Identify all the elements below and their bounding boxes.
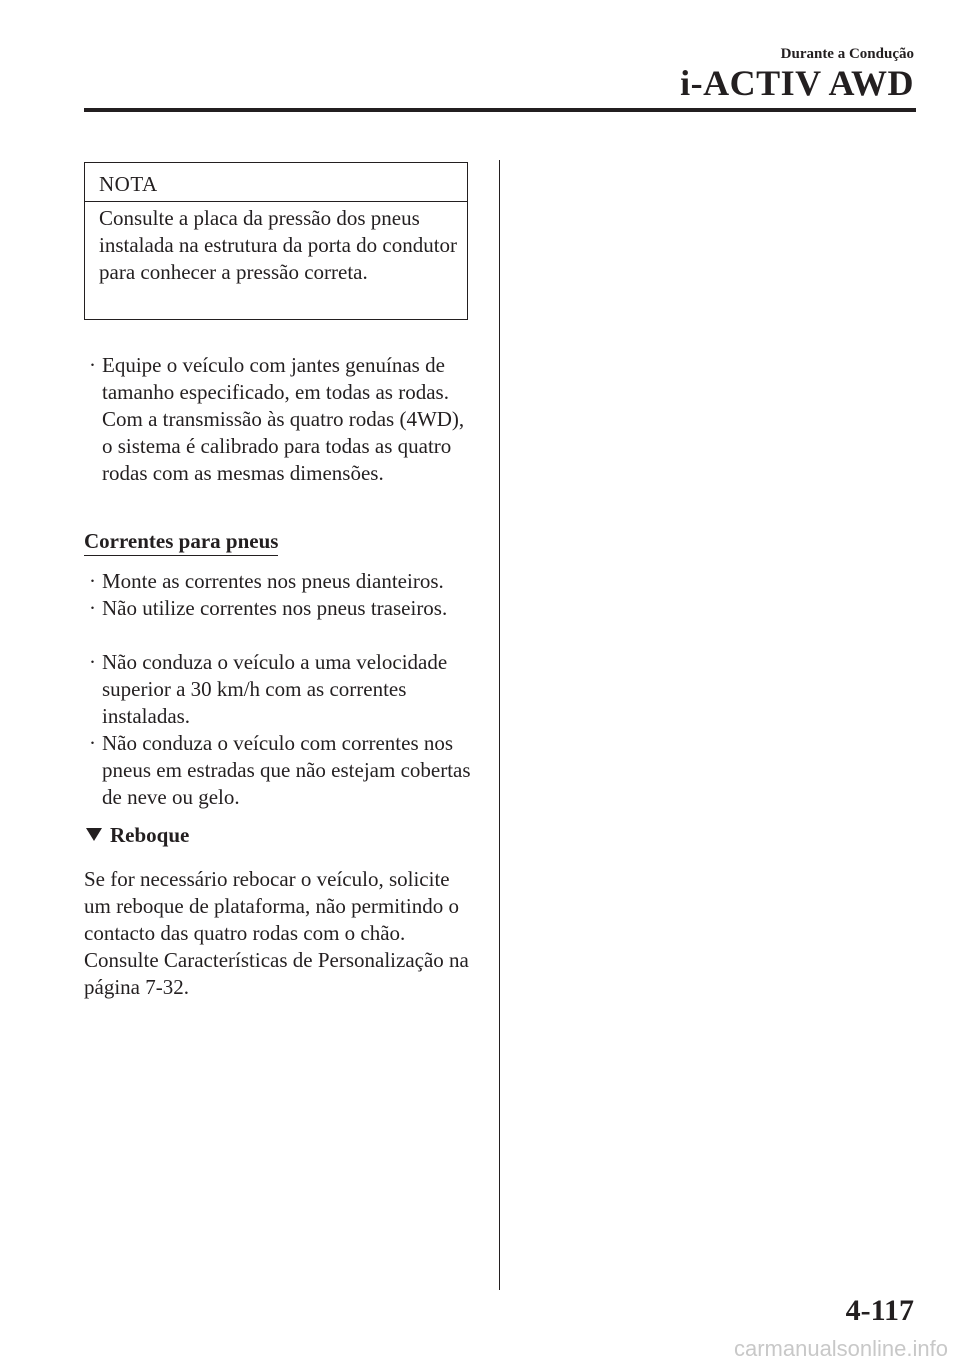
list-item	[84, 352, 474, 487]
list-item-text: Não conduza o veículo com correntes nos pneus em estradas que não estejam cobertas de neve ou gelo.	[102, 731, 471, 809]
column-divider	[499, 160, 500, 1290]
chains-heading: Correntes para pneus	[84, 528, 278, 556]
list-item	[84, 595, 474, 622]
watermark: carmanualsonline.info	[733, 1336, 948, 1361]
note-divider	[85, 201, 467, 202]
bullet-dot: ·	[89, 596, 96, 620]
list-item-text: Monte as correntes nos pneus dianteiros.	[102, 569, 444, 593]
triangle-down-icon	[86, 828, 102, 841]
towing-paragraph	[84, 866, 474, 1001]
running-header-section: Durante a Condução	[780, 46, 914, 62]
running-header-chapter: i-ACTIV AWD	[680, 63, 914, 103]
page-number: 4-117	[845, 1294, 914, 1327]
towing-heading-text: Reboque	[110, 823, 190, 847]
towing-paragraph-2: Consulte Características de Personalização na página 7-32.	[84, 948, 469, 999]
note-text: Consulte a placa da pressão dos pneus instalada na estrutura da porta do condutor para conhecer a pressão correta.	[99, 206, 458, 284]
bullet-dot: ·	[89, 353, 96, 377]
list-item-text: Não conduza o veículo a uma velocidade superior a 30 km/h com as correntes instaladas.	[102, 650, 448, 728]
bullet-dot: ·	[89, 569, 96, 593]
towing-heading	[86, 822, 189, 848]
bullet-dot: ·	[89, 650, 96, 674]
towing-paragraph-1: Se for necessário rebocar o veículo, solicite um reboque de plataforma, não permitindo o contacto das quatro rodas com o chão.	[84, 867, 459, 945]
note-title: NOTA	[99, 172, 158, 196]
list-item	[84, 730, 474, 811]
note-box	[84, 162, 468, 320]
bullet-dot: ·	[89, 731, 96, 755]
list-item-text: Equipe o veículo com jantes genuínas de tamanho especificado, em todas as rodas. Com a transmissão às quatro rodas (4WD), o sistema é calibrado para todas as quatro rodas com as mesmas dimensões.	[102, 353, 465, 485]
list-item	[84, 568, 474, 595]
list-item	[84, 649, 474, 730]
list-item-text: Não utilize correntes nos pneus traseiros.	[102, 596, 448, 620]
header-rule	[84, 108, 916, 112]
